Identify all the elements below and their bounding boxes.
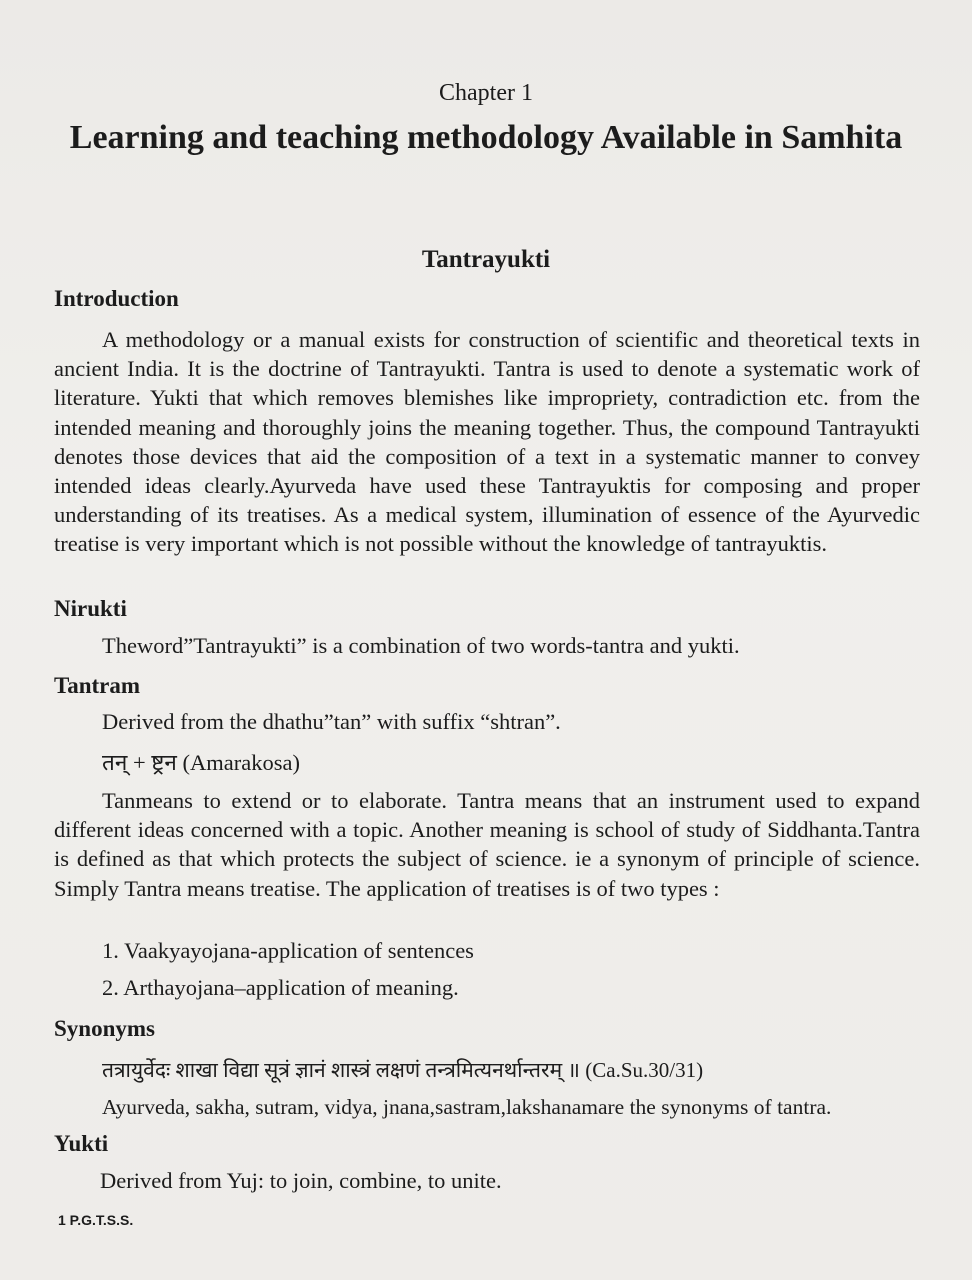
introduction-heading: Introduction [54,286,179,311]
introduction-paragraph [54,325,920,559]
tantram-sanskrit: तन् + ष्ट्रन (Amarakosa) [102,750,300,775]
tantram-list-item: 1. Vaakyayojana-application of sentences [102,938,474,963]
nirukti-heading: Nirukti [54,596,127,621]
tantram-list-item: 2. Arthayojana–application of meaning. [102,975,459,1000]
chapter-title: Learning and teaching methodology Available in Samhita [69,119,903,156]
synonyms-sanskrit: तत्रायुर्वेदः शाखा विद्या सूत्रं ज्ञानं शास्त्रं लक्षणं तन्त्रमित्यनर्थान्तरम् ॥ (Ca.Su.30/31) [102,1058,704,1082]
synonyms-heading: Synonyms [54,1016,155,1041]
section-title: Tantrayukti [421,246,551,273]
synonyms-text: Ayurveda, sakha, sutram, vidya, jnana,sastram,lakshanamare the synonyms of tantra. [102,1095,832,1119]
nirukti-text: Theword”Tantrayukti” is a combination of two words-tantra and yukti. [102,633,740,658]
tantram-text: Tanmeans to extend or to elaborate. Tantra means that an instrument used to expand different ideas concerned with a topic. Another meaning is school of study of Siddhanta.Tantra is defined as that which protects the subject of science. ie a synonym of principle of science. Simply Tantra means treatise. The application of treatises is of two types : [54,788,920,901]
tantram-heading: Tantram [54,673,141,698]
yukti-heading: Yukti [54,1131,109,1156]
tantram-derivation: Derived from the dhathu”tan” with suffix “shtran”. [102,709,561,734]
tantram-paragraph [54,786,920,903]
yukti-text: Derived from Yuj: to join, combine, to unite. [100,1168,502,1193]
page-footer: 1 P.G.T.S.S. [58,1212,134,1228]
introduction-text: A methodology or a manual exists for construction of scientific and theoretical texts in ancient India. It is the doctrine of Tantrayukti. Tantra is used to denote a systematic work of literature. Yukti that which removes blemishes like impropriety, contradiction etc. from the intended meaning and thoroughly joins the meaning together. Thus, the compound Tantrayukti denotes those devices that aid the composition of a text in a systematic manner to convey intended ideas clearly.Ayurveda have used these Tantrayuktis for composing and proper understanding of its treatises. As a medical system, illumination of essence of the Ayurvedic treatise is very important which is not possible without the knowledge of tantrayuktis. [54,327,920,557]
chapter-label: Chapter 1 [439,80,533,106]
